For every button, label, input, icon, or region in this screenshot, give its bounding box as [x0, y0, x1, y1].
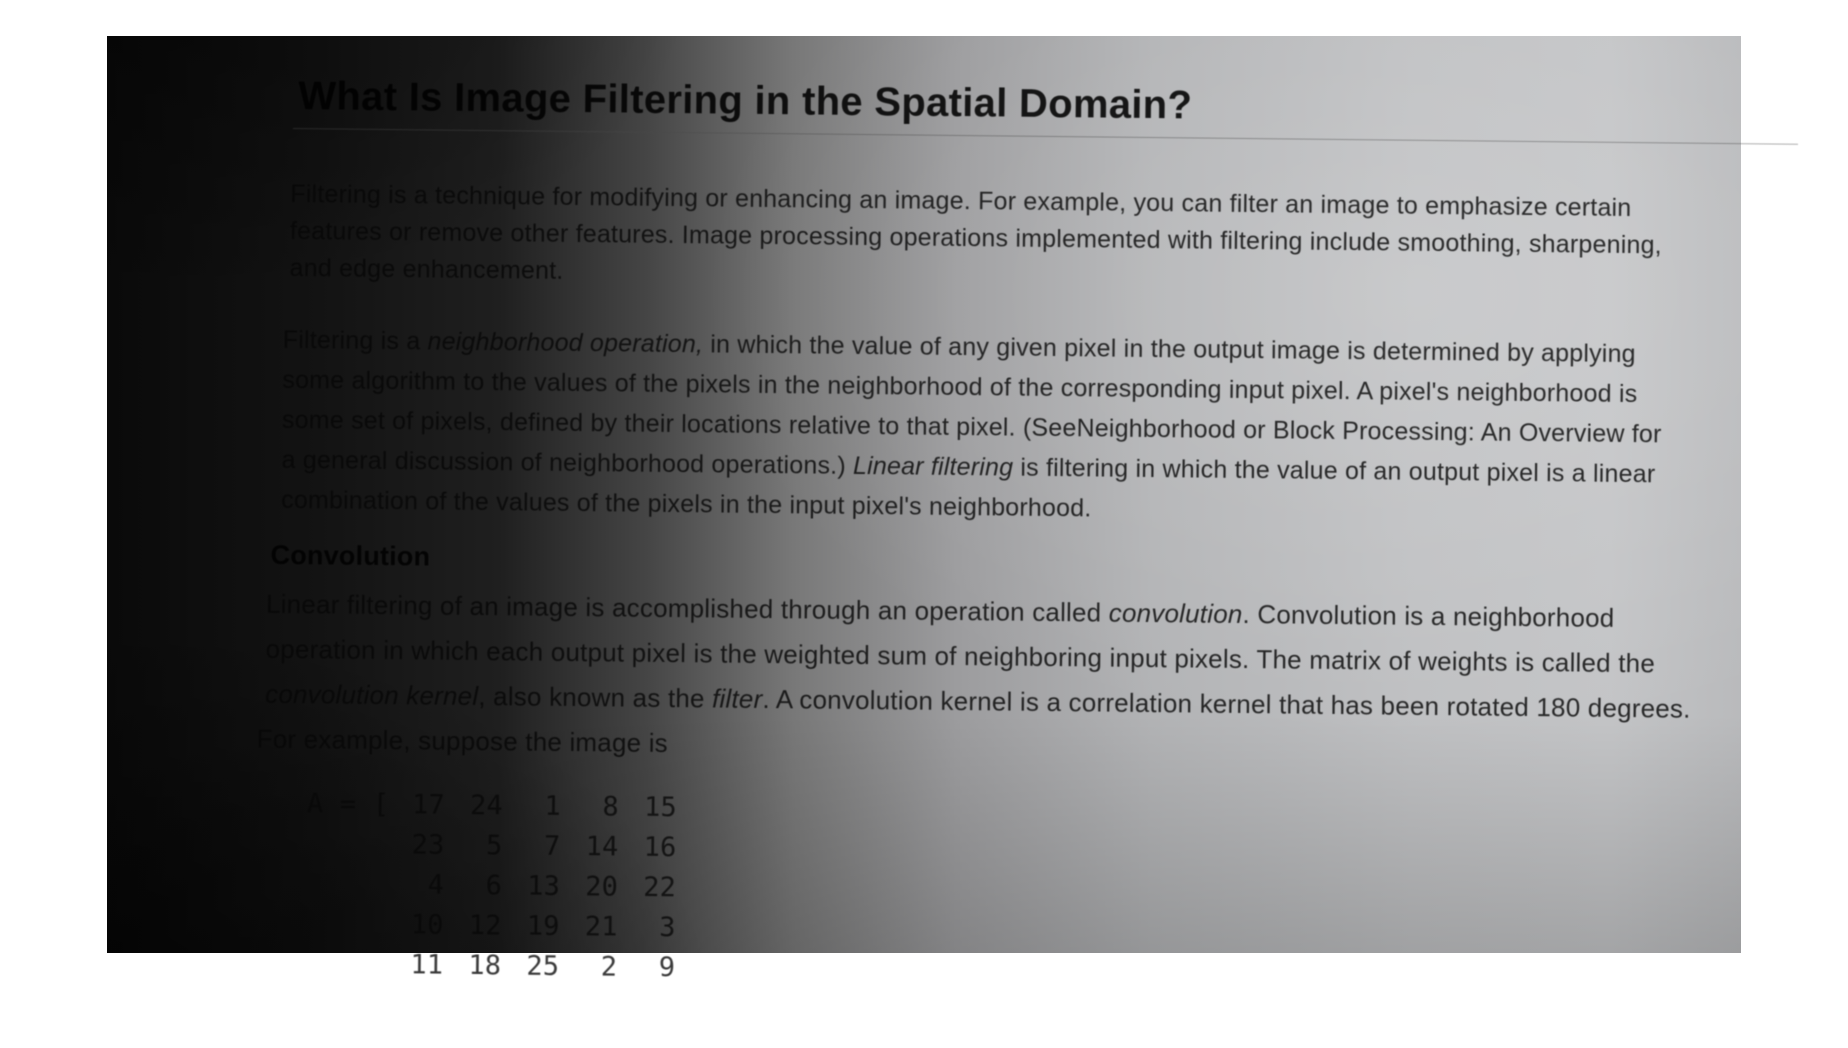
document-content	[256, 36, 1832, 984]
matrix-value: 11	[410, 949, 444, 981]
italic-text: convolution kernel	[264, 678, 479, 711]
matrix-value: 16	[643, 831, 677, 864]
matrix-value: 10	[410, 909, 444, 941]
plain-text: some set of pixels, defined by their locations relative to that pixel. (SeeNeighborhood or Block Processing: An Overview for	[281, 405, 1662, 449]
plain-text: operation in which each output pixel is the weighted sum of neighboring input pixels. The matrix of weights is called the	[265, 633, 1656, 679]
page-title: What Is Image Filtering in the Spatial Domain?	[298, 74, 1193, 128]
plain-text: Filtering is a	[282, 325, 428, 356]
document-photo	[107, 36, 1741, 984]
neighborhood-paragraph	[281, 320, 1663, 534]
matrix-row	[305, 944, 675, 988]
plain-text: . A convolution kernel is a correlation kernel that has been rotated 180 degrees.	[762, 683, 1691, 724]
matrix-row	[305, 904, 675, 948]
intro-paragraph	[289, 176, 1662, 301]
plain-text: in which the value of any given pixel in the output image is determined by applying	[703, 330, 1636, 369]
matrix-value: 8	[602, 791, 620, 823]
matrix-row	[306, 824, 676, 868]
plain-text: Filtering is a technique for modifying or enhancing an image. For example, you can filter an image to emphasize certain	[290, 179, 1632, 223]
plain-text: is filtering in which the value of an output pixel is a linear	[1013, 453, 1656, 489]
matrix-value: 3	[659, 911, 676, 944]
matrix-value: 20	[585, 871, 619, 903]
matrix-value: 13	[527, 870, 561, 902]
matrix-value: 9	[658, 951, 676, 984]
matrix-row	[307, 784, 677, 828]
matrix-value: 7	[543, 830, 561, 862]
plain-text: and edge enhancement.	[289, 253, 564, 285]
matrix-value: 2	[600, 951, 618, 983]
matrix-value: 22	[643, 871, 677, 904]
matrix-value: 17	[411, 789, 446, 821]
example-intro-line: For example, suppose the image is	[256, 723, 669, 758]
matrix-value: 15	[643, 791, 678, 824]
plain-text: Linear filtering of an image is accomplished through an operation called	[265, 588, 1109, 628]
matrix-indent	[306, 864, 386, 905]
plain-text: , also known as the	[478, 680, 713, 714]
matrix-indent	[306, 824, 386, 865]
matrix-value: 18	[468, 949, 502, 982]
italic-text: filter	[711, 683, 763, 714]
title-divider	[293, 128, 1798, 145]
plain-text: some algorithm to the values of the pixels in the neighborhood of the corresponding input pixel. A pixel's neighborhood is	[282, 365, 1638, 409]
convolution-paragraph	[265, 582, 1692, 732]
matrix-value: 21	[584, 911, 618, 943]
plain-text: features or remove other features. Image processing operations implemented with filtering include smoothing, sharpening,	[289, 216, 1662, 260]
matrix-value: 14	[585, 831, 619, 863]
matrix-value: 23	[411, 829, 445, 861]
matrix-value: 24	[469, 789, 504, 822]
matrix-a	[305, 784, 677, 988]
matrix-value: 19	[526, 910, 560, 942]
matrix-indent	[305, 944, 385, 985]
matrix-prefix: A = [	[306, 788, 390, 821]
italic-text: Linear filtering	[852, 451, 1014, 482]
matrix-value: 1	[544, 790, 562, 822]
convolution-heading: Convolution	[270, 539, 431, 572]
plain-text: a general discussion of neighborhood operations.)	[281, 445, 854, 480]
matrix-row	[306, 864, 676, 908]
matrix-value: 6	[485, 870, 503, 902]
italic-text: convolution	[1108, 597, 1243, 629]
matrix-value: 4	[427, 869, 445, 901]
plain-text: combination of the values of the pixels in the input pixel's neighborhood.	[280, 485, 1092, 523]
matrix-indent	[305, 904, 385, 945]
italic-text: neighborhood operation,	[427, 327, 704, 359]
matrix-value: 12	[468, 909, 502, 942]
matrix-value: 25	[526, 950, 560, 982]
matrix-value: 5	[485, 830, 503, 862]
plain-text: . Convolution is a neighborhood	[1242, 598, 1615, 633]
